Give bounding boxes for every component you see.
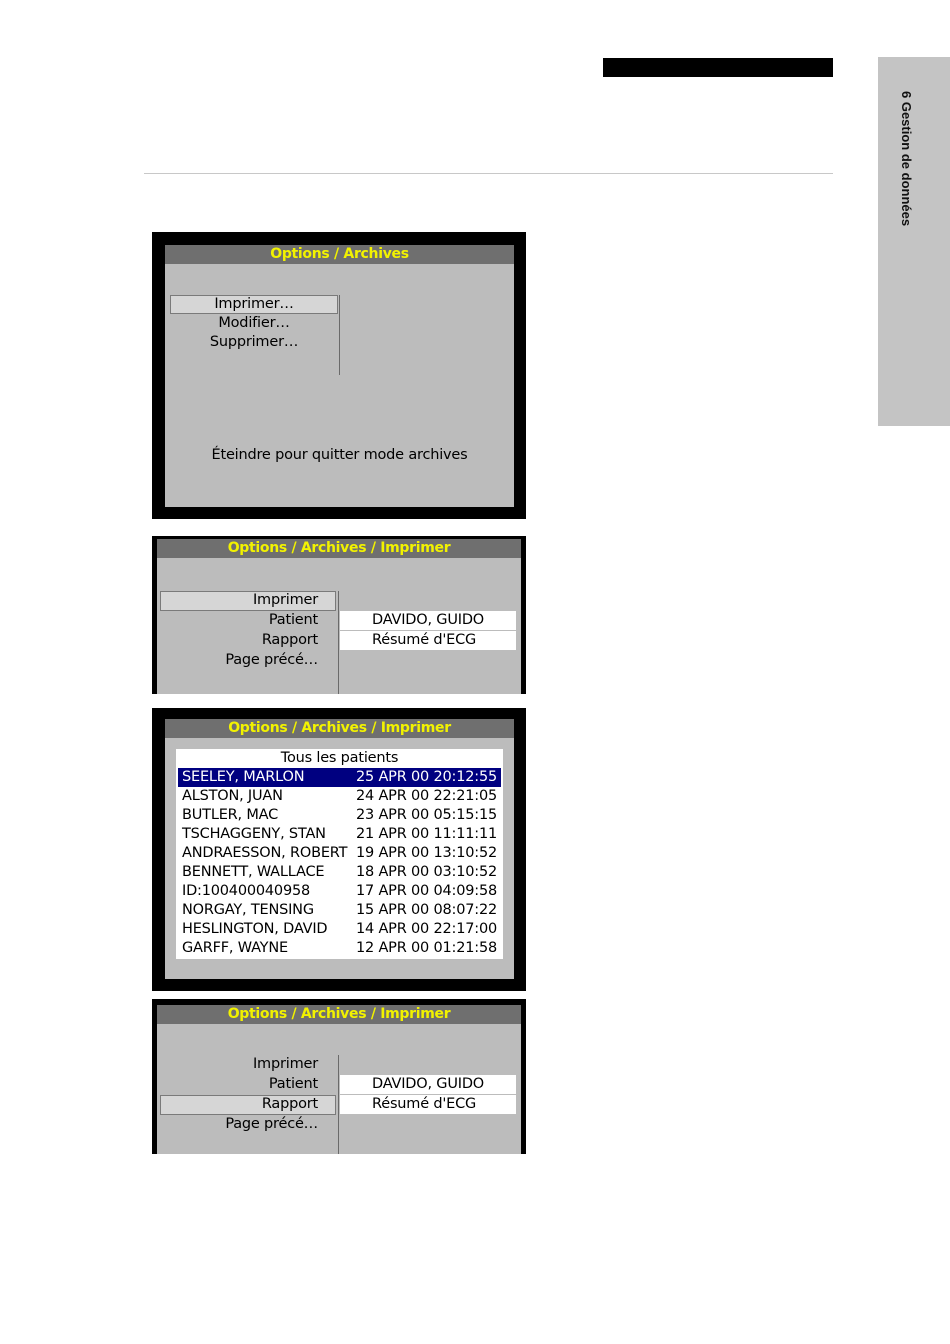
patient-name: ALSTON, JUAN	[182, 788, 283, 804]
patient-row[interactable]	[178, 768, 501, 787]
menu-item-report[interactable]: Rapport	[261, 632, 318, 648]
menu-item-print[interactable]: Imprimer	[252, 592, 318, 608]
screen-title: Options / Archives	[165, 245, 514, 264]
screen-patient-list	[152, 708, 526, 991]
menu-item-delete[interactable]: Supprimer…	[209, 334, 299, 350]
patient-row[interactable]	[178, 806, 501, 825]
menu-divider	[338, 1055, 339, 1154]
menu-item-patient[interactable]: Patient	[268, 1076, 318, 1092]
menu-item-print[interactable]: Imprimer…	[214, 296, 294, 312]
patient-date: 14 APR 00 22:17:00	[356, 921, 497, 937]
menu-divider	[339, 295, 340, 375]
patient-date: 19 APR 00 13:10:52	[356, 845, 497, 861]
patient-date: 24 APR 00 22:21:05	[356, 788, 497, 804]
patient-name: TSCHAGGENY, STAN	[182, 826, 326, 842]
exit-archive-message: Éteindre pour quitter mode archives	[211, 447, 468, 463]
patient-row[interactable]	[178, 863, 501, 882]
patient-name: SEELEY, MARLON	[182, 769, 305, 785]
menu-item-patient[interactable]: Patient	[268, 612, 318, 628]
menu-item-print[interactable]: Imprimer	[252, 1056, 318, 1072]
patient-row[interactable]	[178, 939, 501, 958]
patient-name: GARFF, WAYNE	[182, 940, 288, 956]
patient-row[interactable]	[178, 882, 501, 901]
menu-item-previous-page[interactable]: Page précé…	[225, 652, 318, 668]
patient-row[interactable]	[178, 825, 501, 844]
screen-panel	[157, 1005, 521, 1154]
patient-row[interactable]	[178, 901, 501, 920]
side-tab-label: 6 Gestion de données	[899, 91, 914, 227]
patient-date: 12 APR 00 01:21:58	[356, 940, 497, 956]
menu-item-report[interactable]: Rapport	[261, 1096, 318, 1112]
patient-date: 23 APR 00 05:15:15	[356, 807, 497, 823]
patient-date: 15 APR 00 08:07:22	[356, 902, 497, 918]
patient-name: BENNETT, WALLACE	[182, 864, 325, 880]
screen-archives-options	[152, 232, 526, 519]
report-field[interactable]: Résumé d'ECG	[340, 1095, 516, 1114]
patient-name: ID:100400040958	[182, 883, 311, 899]
screen-panel	[165, 719, 514, 979]
report-field[interactable]: Résumé d'ECG	[340, 631, 516, 650]
patient-name: BUTLER, MAC	[182, 807, 279, 823]
patient-list-header: Tous les patients	[280, 750, 399, 766]
screen-title: Options / Archives / Imprimer	[165, 719, 514, 738]
screen-title: Options / Archives / Imprimer	[157, 1005, 521, 1024]
header-bar	[603, 58, 833, 77]
patient-row[interactable]	[178, 787, 501, 806]
patient-field[interactable]: DAVIDO, GUIDO	[340, 611, 516, 630]
screen-print-options	[152, 536, 526, 694]
menu-item-edit[interactable]: Modifier…	[218, 315, 290, 331]
patient-field[interactable]: DAVIDO, GUIDO	[340, 1075, 516, 1094]
patient-name: NORGAY, TENSING	[182, 902, 314, 918]
patient-name: ANDRAESSON, ROBERT	[182, 845, 348, 861]
patient-date: 17 APR 00 04:09:58	[356, 883, 497, 899]
screen-panel	[165, 245, 514, 507]
header-rule	[144, 173, 833, 174]
screen-title: Options / Archives / Imprimer	[157, 539, 521, 558]
side-tab	[878, 57, 950, 426]
menu-item-previous-page[interactable]: Page précé…	[225, 1116, 318, 1132]
screen-print-report	[152, 999, 526, 1154]
patient-row[interactable]	[178, 920, 501, 939]
patient-date: 21 APR 00 11:11:11	[356, 826, 497, 842]
patient-row[interactable]	[178, 844, 501, 863]
patient-date: 25 APR 00 20:12:55	[356, 769, 497, 785]
patient-list	[176, 749, 503, 959]
screen-panel	[157, 539, 521, 694]
patient-name: HESLINGTON, DAVID	[182, 921, 328, 937]
patient-date: 18 APR 00 03:10:52	[356, 864, 497, 880]
menu-divider	[338, 591, 339, 694]
